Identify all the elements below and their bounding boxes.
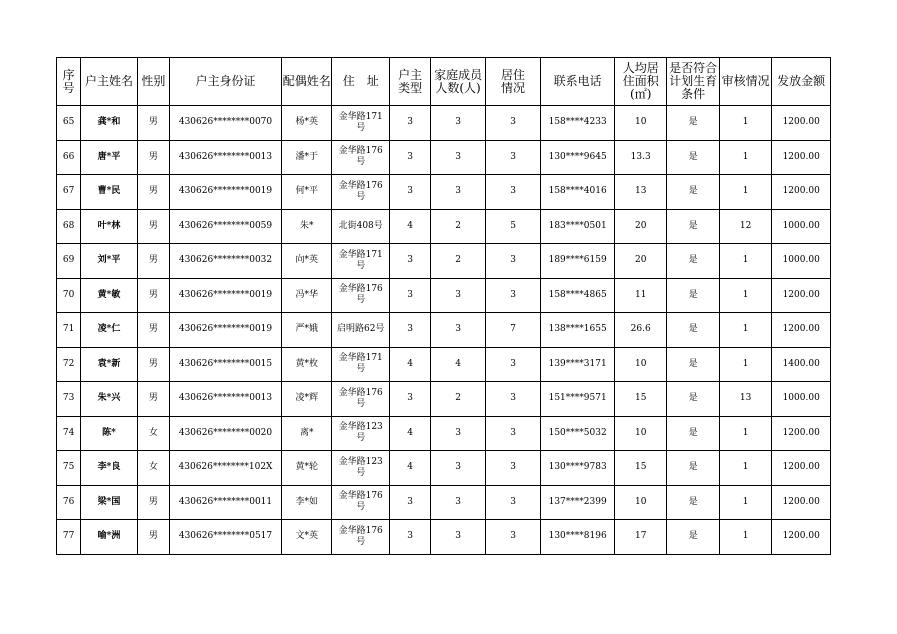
table-cell: 唐*平 <box>81 140 138 175</box>
table-cell: 68 <box>57 209 81 244</box>
table-row <box>57 278 831 313</box>
table-cell: 冯*华 <box>282 278 332 313</box>
table-cell: 72 <box>57 347 81 382</box>
table-row <box>57 106 831 141</box>
table-cell: 3 <box>389 520 430 555</box>
table-cell: 凌*辉 <box>282 382 332 417</box>
table-cell: 13.3 <box>614 140 666 175</box>
table-cell: 是 <box>667 313 719 348</box>
table-cell: 77 <box>57 520 81 555</box>
table-cell: 183****0501 <box>541 209 615 244</box>
table-cell: 是 <box>667 347 719 382</box>
header-cell: 审核情况 <box>719 58 771 106</box>
table-cell: 66 <box>57 140 81 175</box>
table-cell: 430626********0032 <box>170 244 282 279</box>
table-cell: 是 <box>667 485 719 520</box>
table-cell: 1 <box>719 313 771 348</box>
table-cell: 刘*平 <box>81 244 138 279</box>
table-cell: 黄*轮 <box>282 451 332 486</box>
table-cell: 3 <box>431 485 485 520</box>
table-cell: 1000.00 <box>772 244 831 279</box>
table-cell: 1200.00 <box>772 106 831 141</box>
table-row <box>57 485 831 520</box>
table-cell: 朱*兴 <box>81 382 138 417</box>
table-cell: 158****4865 <box>541 278 615 313</box>
header-cell: 性别 <box>137 58 169 106</box>
table-cell: 1200.00 <box>772 485 831 520</box>
table-cell: 金华路123 号 <box>332 451 390 486</box>
subsidy-table <box>56 57 831 555</box>
table-cell: 3 <box>485 278 541 313</box>
table-cell: 430626********0070 <box>170 106 282 141</box>
table-cell: 启明路62号 <box>332 313 390 348</box>
table-cell: 1200.00 <box>772 140 831 175</box>
header-row <box>57 58 831 106</box>
table-cell: 何*平 <box>282 175 332 210</box>
table-cell: 叶*林 <box>81 209 138 244</box>
table-cell: 1 <box>719 520 771 555</box>
table-row <box>57 244 831 279</box>
table-cell: 4 <box>389 451 430 486</box>
table-cell: 离* <box>282 416 332 451</box>
table-cell: 12 <box>719 209 771 244</box>
table-row <box>57 520 831 555</box>
table-cell: 男 <box>137 175 169 210</box>
table-cell: 李*如 <box>282 485 332 520</box>
table-cell: 3 <box>389 140 430 175</box>
table-cell: 158****4233 <box>541 106 615 141</box>
table-cell: 金华路176 号 <box>332 520 390 555</box>
table-cell: 朱* <box>282 209 332 244</box>
table-cell: 3 <box>485 451 541 486</box>
table-cell: 是 <box>667 278 719 313</box>
table-cell: 是 <box>667 520 719 555</box>
header-cell: 配偶姓名 <box>282 58 332 106</box>
table-cell: 3 <box>389 382 430 417</box>
table-cell: 7 <box>485 313 541 348</box>
table-cell: 76 <box>57 485 81 520</box>
table-cell: 10 <box>614 106 666 141</box>
table-cell: 3 <box>389 485 430 520</box>
table-cell: 3 <box>431 175 485 210</box>
table-cell: 1200.00 <box>772 416 831 451</box>
table-cell: 龚*和 <box>81 106 138 141</box>
table-cell: 是 <box>667 140 719 175</box>
table-cell: 3 <box>431 451 485 486</box>
table-cell: 430626********0020 <box>170 416 282 451</box>
table-cell: 2 <box>431 382 485 417</box>
table-cell: 3 <box>485 416 541 451</box>
table-cell: 北街408号 <box>332 209 390 244</box>
table-cell: 430626********0013 <box>170 140 282 175</box>
table-row <box>57 313 831 348</box>
table-cell: 袁*新 <box>81 347 138 382</box>
table-cell: 430626********0011 <box>170 485 282 520</box>
table-cell: 130****9783 <box>541 451 615 486</box>
table-cell: 430626********102X <box>170 451 282 486</box>
table-cell: 文*英 <box>282 520 332 555</box>
table-row <box>57 416 831 451</box>
header-cell: 发放金额 <box>772 58 831 106</box>
table-cell: 3 <box>431 520 485 555</box>
table-cell: 向*英 <box>282 244 332 279</box>
header-cell: 户主姓名 <box>81 58 138 106</box>
table-cell: 李*良 <box>81 451 138 486</box>
table-cell: 是 <box>667 244 719 279</box>
table-cell: 26.6 <box>614 313 666 348</box>
table-cell: 金华路176 号 <box>332 485 390 520</box>
table-cell: 男 <box>137 347 169 382</box>
table-cell: 189****6159 <box>541 244 615 279</box>
table-cell: 1200.00 <box>772 278 831 313</box>
table-cell: 男 <box>137 106 169 141</box>
table-cell: 3 <box>431 416 485 451</box>
table-cell: 13 <box>719 382 771 417</box>
table-cell: 黄*敏 <box>81 278 138 313</box>
table-cell: 金华路176 号 <box>332 175 390 210</box>
table-cell: 男 <box>137 520 169 555</box>
table-cell: 67 <box>57 175 81 210</box>
table-cell: 11 <box>614 278 666 313</box>
table-cell: 3 <box>431 278 485 313</box>
table-cell: 1 <box>719 416 771 451</box>
table-cell: 1 <box>719 140 771 175</box>
table-cell: 10 <box>614 485 666 520</box>
table-cell: 2 <box>431 244 485 279</box>
table-cell: 74 <box>57 416 81 451</box>
table-cell: 430626********0019 <box>170 278 282 313</box>
table-cell: 150****5032 <box>541 416 615 451</box>
table-cell: 1200.00 <box>772 175 831 210</box>
table-cell: 是 <box>667 175 719 210</box>
table-cell: 男 <box>137 140 169 175</box>
header-cell: 居住 情况 <box>485 58 541 106</box>
table-cell: 凌*仁 <box>81 313 138 348</box>
table-row <box>57 382 831 417</box>
table-cell: 3 <box>389 313 430 348</box>
table-cell: 3 <box>389 278 430 313</box>
header-cell: 联系电话 <box>541 58 615 106</box>
table-cell: 是 <box>667 451 719 486</box>
table-cell: 1200.00 <box>772 451 831 486</box>
table-cell: 130****8196 <box>541 520 615 555</box>
table-cell: 139****3171 <box>541 347 615 382</box>
table-cell: 严*娥 <box>282 313 332 348</box>
table-cell: 男 <box>137 485 169 520</box>
header-cell: 人均居 住面积 (㎡) <box>614 58 666 106</box>
table-cell: 女 <box>137 416 169 451</box>
table-cell: 69 <box>57 244 81 279</box>
table-cell: 3 <box>485 485 541 520</box>
table-cell: 是 <box>667 416 719 451</box>
header-cell: 户主 类型 <box>389 58 430 106</box>
header-cell: 户主身份证 <box>170 58 282 106</box>
table-cell: 金华路171 号 <box>332 106 390 141</box>
table-cell: 71 <box>57 313 81 348</box>
table-cell: 75 <box>57 451 81 486</box>
table-cell: 曹*民 <box>81 175 138 210</box>
header-cell: 家庭成员 人数(人) <box>431 58 485 106</box>
table-cell: 430626********0059 <box>170 209 282 244</box>
table-cell: 1000.00 <box>772 382 831 417</box>
table-row <box>57 175 831 210</box>
table-cell: 1 <box>719 347 771 382</box>
table-cell: 梁*国 <box>81 485 138 520</box>
table-cell: 3 <box>389 175 430 210</box>
table-cell: 陈* <box>81 416 138 451</box>
header-cell: 是否符合 计划生育 条件 <box>667 58 719 106</box>
table-cell: 10 <box>614 347 666 382</box>
table-cell: 4 <box>389 347 430 382</box>
table-cell: 1400.00 <box>772 347 831 382</box>
table-cell: 1 <box>719 175 771 210</box>
table-cell: 男 <box>137 278 169 313</box>
table-cell: 4 <box>431 347 485 382</box>
table-cell: 15 <box>614 382 666 417</box>
table-cell: 13 <box>614 175 666 210</box>
table-cell: 男 <box>137 209 169 244</box>
table-cell: 151****9571 <box>541 382 615 417</box>
table-cell: 3 <box>485 347 541 382</box>
table-cell: 1 <box>719 244 771 279</box>
table-cell: 是 <box>667 106 719 141</box>
table-cell: 5 <box>485 209 541 244</box>
table-cell: 1200.00 <box>772 520 831 555</box>
table-cell: 3 <box>431 106 485 141</box>
table-cell: 138****1655 <box>541 313 615 348</box>
header-cell: 序 号 <box>57 58 81 106</box>
table-cell: 3 <box>431 313 485 348</box>
table-cell: 金华路171 号 <box>332 244 390 279</box>
table-cell: 1 <box>719 485 771 520</box>
table-cell: 3 <box>485 520 541 555</box>
table-cell: 金华路176 号 <box>332 278 390 313</box>
table-cell: 10 <box>614 416 666 451</box>
table-cell: 3 <box>389 106 430 141</box>
table-cell: 潘*于 <box>282 140 332 175</box>
table-cell: 金华路123 号 <box>332 416 390 451</box>
table-cell: 金华路171 号 <box>332 347 390 382</box>
table-cell: 20 <box>614 244 666 279</box>
table-cell: 金华路176 号 <box>332 382 390 417</box>
table-cell: 男 <box>137 313 169 348</box>
table-cell: 是 <box>667 209 719 244</box>
table-cell: 3 <box>485 175 541 210</box>
table-row <box>57 451 831 486</box>
table-cell: 430626********0015 <box>170 347 282 382</box>
table-cell: 430626********0013 <box>170 382 282 417</box>
table-cell: 喻*洲 <box>81 520 138 555</box>
table-cell: 137****2399 <box>541 485 615 520</box>
table-cell: 2 <box>431 209 485 244</box>
table-cell: 158****4016 <box>541 175 615 210</box>
table-row <box>57 209 831 244</box>
table-cell: 3 <box>485 106 541 141</box>
table-cell: 1200.00 <box>772 313 831 348</box>
table-cell: 4 <box>389 416 430 451</box>
table-body <box>57 106 831 555</box>
table-cell: 430626********0019 <box>170 175 282 210</box>
table-cell: 1000.00 <box>772 209 831 244</box>
table-cell: 黄*枚 <box>282 347 332 382</box>
table-cell: 70 <box>57 278 81 313</box>
table-cell: 3 <box>485 244 541 279</box>
table-cell: 130****9645 <box>541 140 615 175</box>
table-cell: 是 <box>667 382 719 417</box>
header-cell: 住 址 <box>332 58 390 106</box>
table-cell: 17 <box>614 520 666 555</box>
table-cell: 430626********0019 <box>170 313 282 348</box>
table-row <box>57 347 831 382</box>
table-cell: 20 <box>614 209 666 244</box>
table-cell: 1 <box>719 451 771 486</box>
table-cell: 男 <box>137 244 169 279</box>
table-cell: 73 <box>57 382 81 417</box>
table-cell: 15 <box>614 451 666 486</box>
table-cell: 430626********0517 <box>170 520 282 555</box>
table-cell: 1 <box>719 106 771 141</box>
table-cell: 3 <box>431 140 485 175</box>
table-cell: 女 <box>137 451 169 486</box>
table-cell: 3 <box>389 244 430 279</box>
table-cell: 65 <box>57 106 81 141</box>
table-cell: 杨*英 <box>282 106 332 141</box>
table-cell: 3 <box>485 140 541 175</box>
table-cell: 男 <box>137 382 169 417</box>
table-cell: 3 <box>485 382 541 417</box>
table-cell: 4 <box>389 209 430 244</box>
table-row <box>57 140 831 175</box>
table-cell: 1 <box>719 278 771 313</box>
table-cell: 金华路176 号 <box>332 140 390 175</box>
